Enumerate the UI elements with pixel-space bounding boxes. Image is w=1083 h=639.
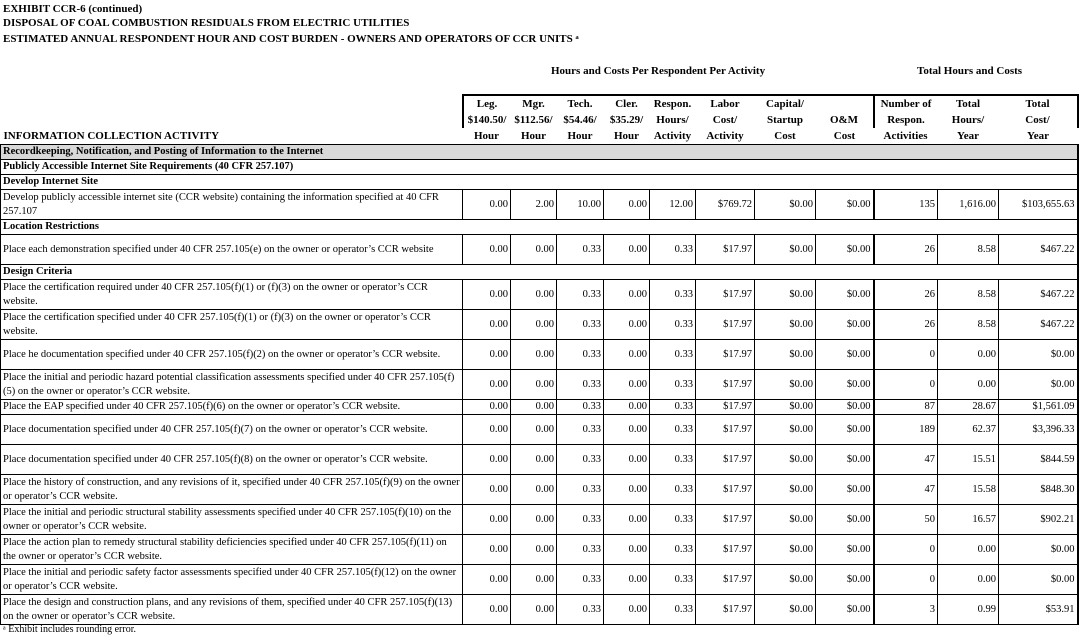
value-cell: $0.00: [999, 340, 1078, 370]
value-cell: 0.00: [604, 310, 650, 340]
column-header: O&M: [829, 114, 859, 126]
value-cell: 0.00: [511, 505, 557, 535]
value-cell: $0.00: [755, 400, 816, 415]
subsection-row: [1, 160, 1078, 175]
value-cell: 3: [874, 595, 938, 625]
value-cell: $1,561.09: [999, 400, 1078, 415]
activity-cell: Place the certification required under 40 CFR 257.105(f)(1) or (f)(3) on the owner or operator’s CCR website.: [1, 280, 463, 310]
value-cell: 12.00: [650, 190, 696, 220]
value-cell: 0: [874, 565, 938, 595]
value-cell: 15.58: [938, 475, 999, 505]
value-cell: $467.22: [999, 235, 1078, 265]
value-cell: $17.97: [696, 595, 755, 625]
value-cell: 0.33: [650, 370, 696, 400]
value-cell: 0.33: [557, 445, 604, 475]
column-header: Hour: [567, 130, 593, 142]
value-cell: 10.00: [557, 190, 604, 220]
value-cell: 0.33: [650, 235, 696, 265]
value-cell: 0.00: [938, 340, 999, 370]
value-cell: $0.00: [816, 190, 874, 220]
value-cell: $844.59: [999, 445, 1078, 475]
value-cell: $0.00: [816, 445, 874, 475]
value-cell: 0.33: [650, 280, 696, 310]
value-cell: 0.33: [557, 475, 604, 505]
value-cell: $467.22: [999, 310, 1078, 340]
value-cell: 2.00: [511, 190, 557, 220]
value-cell: $848.30: [999, 475, 1078, 505]
value-cell: $0.00: [999, 565, 1078, 595]
value-cell: 16.57: [938, 505, 999, 535]
value-cell: $17.97: [696, 505, 755, 535]
document-title: DISPOSAL OF COAL COMBUSTION RESIDUALS FROM ELECTRIC UTILITIES: [3, 17, 410, 29]
section-row: [1, 145, 1078, 160]
value-cell: $17.97: [696, 280, 755, 310]
value-cell: 15.51: [938, 445, 999, 475]
value-cell: $0.00: [816, 415, 874, 445]
value-cell: 0.00: [463, 310, 511, 340]
group-header-per-activity: Hours and Costs Per Respondent Per Activity: [551, 65, 766, 77]
table-row: [1, 280, 1078, 310]
value-cell: 0.00: [511, 370, 557, 400]
table-row: [1, 340, 1078, 370]
value-cell: $0.00: [755, 475, 816, 505]
value-cell: $467.22: [999, 280, 1078, 310]
column-header: Activity: [653, 130, 692, 142]
value-cell: 8.58: [938, 235, 999, 265]
value-cell: 0.33: [650, 595, 696, 625]
value-cell: 0.00: [604, 415, 650, 445]
value-cell: $0.00: [816, 505, 874, 535]
value-cell: 0: [874, 535, 938, 565]
value-cell: 0.33: [650, 565, 696, 595]
column-header: Respon.: [874, 112, 938, 128]
value-cell: 0.00: [604, 400, 650, 415]
value-cell: 50: [874, 505, 938, 535]
activity-cell: Place the action plan to remedy structural stability deficiencies specified under 40 CFR 257.105(f)(11) on the owner or operator’s CCR website.: [1, 535, 463, 565]
value-cell: 0: [874, 340, 938, 370]
column-header: Year: [1027, 130, 1049, 142]
table-row: [1, 505, 1078, 535]
column-header-activity: [1, 95, 463, 112]
value-cell: $0.00: [816, 370, 874, 400]
value-cell: 0.00: [463, 595, 511, 625]
value-cell: $0.00: [816, 535, 874, 565]
value-cell: 0.00: [463, 190, 511, 220]
value-cell: 87: [874, 400, 938, 415]
value-cell: 0.00: [463, 535, 511, 565]
column-header: Labor: [696, 95, 755, 112]
value-cell: 0.33: [557, 340, 604, 370]
value-cell: 0.33: [650, 340, 696, 370]
activity-cell: Place the initial and periodic structural stability assessments specified under 40 CFR 257.105(f)(10) on the owner or operator’s CCR website.: [1, 505, 463, 535]
value-cell: 0.99: [938, 595, 999, 625]
activity-cell: Place the history of construction, and any revisions of it, specified under 40 CFR 257.105(f)(9) on the owner or operator’s CCR website.: [1, 475, 463, 505]
value-cell: $902.21: [999, 505, 1078, 535]
value-cell: $17.97: [696, 535, 755, 565]
value-cell: 0.00: [463, 505, 511, 535]
value-cell: 0.00: [604, 235, 650, 265]
column-header: Cost: [833, 130, 856, 142]
activity-cell: Publicly Accessible Internet Site Requirements (40 CFR 257.107): [1, 160, 1078, 175]
table-row: [1, 415, 1078, 445]
value-cell: 8.58: [938, 280, 999, 310]
value-cell: 0.33: [557, 235, 604, 265]
subsection-row: [1, 220, 1078, 235]
value-cell: 0.33: [557, 370, 604, 400]
value-cell: $0.00: [816, 340, 874, 370]
value-cell: 0.00: [511, 235, 557, 265]
value-cell: $0.00: [755, 370, 816, 400]
table-row: [1, 310, 1078, 340]
value-cell: 0.00: [604, 565, 650, 595]
value-cell: 0.00: [511, 535, 557, 565]
value-cell: $0.00: [755, 310, 816, 340]
activity-cell: Place documentation specified under 40 CFR 257.105(f)(7) on the owner or operator’s CCR website.: [1, 415, 463, 445]
value-cell: $17.97: [696, 370, 755, 400]
activity-cell: Place the certification specified under 40 CFR 257.105(f)(1) or (f)(3) on the owner or operator’s CCR website.: [1, 310, 463, 340]
value-cell: $17.97: [696, 565, 755, 595]
value-cell: 0.33: [557, 595, 604, 625]
column-header: $35.29/: [609, 114, 644, 126]
value-cell: 0.33: [650, 415, 696, 445]
value-cell: 0.00: [511, 400, 557, 415]
value-cell: 0.00: [463, 400, 511, 415]
value-cell: $0.00: [755, 190, 816, 220]
value-cell: 0.00: [463, 370, 511, 400]
value-cell: $0.00: [999, 370, 1078, 400]
column-header: Total: [938, 95, 999, 112]
value-cell: $0.00: [755, 340, 816, 370]
table-row: [1, 400, 1078, 415]
value-cell: 0.00: [463, 340, 511, 370]
value-cell: 0.00: [604, 505, 650, 535]
column-header: Cost: [774, 130, 796, 142]
column-header: Number of: [874, 95, 938, 112]
burden-table: [0, 94, 1079, 625]
value-cell: $17.97: [696, 340, 755, 370]
value-cell: 26: [874, 310, 938, 340]
value-cell: $3,396.33: [999, 415, 1078, 445]
value-cell: 0.00: [463, 445, 511, 475]
value-cell: 0.00: [604, 445, 650, 475]
value-cell: $17.97: [696, 235, 755, 265]
value-cell: 62.37: [938, 415, 999, 445]
value-cell: 0.00: [511, 565, 557, 595]
table-row: [1, 535, 1078, 565]
header-row: [1, 112, 1078, 128]
activity-cell: Place each demonstration specified under 40 CFR 257.105(e) on the owner or operator’s CCR website: [1, 235, 463, 265]
exhibit-label: EXHIBIT CCR-6 (continued): [3, 3, 143, 15]
column-header-activity: [1, 112, 463, 128]
value-cell: $0.00: [816, 280, 874, 310]
column-header: Capital/: [755, 95, 816, 112]
table-row: [1, 595, 1078, 625]
value-cell: 0.00: [604, 340, 650, 370]
value-cell: 0.33: [650, 445, 696, 475]
document-subtitle: ESTIMATED ANNUAL RESPONDENT HOUR AND COST BURDEN - OWNERS AND OPERATORS OF CCR UNITS ᵃ: [3, 33, 579, 45]
value-cell: 189: [874, 415, 938, 445]
subsection-row: [1, 175, 1078, 190]
value-cell: 0.00: [938, 565, 999, 595]
value-cell: $17.97: [696, 415, 755, 445]
group-header-totals: Total Hours and Costs: [917, 65, 1023, 77]
activity-cell: Place documentation specified under 40 CFR 257.105(f)(8) on the owner or operator’s CCR website.: [1, 445, 463, 475]
table-row: [1, 190, 1078, 220]
value-cell: 0.33: [650, 475, 696, 505]
table-row: [1, 565, 1078, 595]
column-header: Respon.: [650, 95, 696, 112]
value-cell: $0.00: [755, 535, 816, 565]
value-cell: $0.00: [755, 505, 816, 535]
activity-cell: Place he documentation specified under 40 CFR 257.105(f)(2) on the owner or operator’s CCR website.: [1, 340, 463, 370]
value-cell: 0.33: [650, 400, 696, 415]
value-cell: 1,616.00: [938, 190, 999, 220]
table-row: [1, 445, 1078, 475]
subsection-row: [1, 265, 1078, 280]
column-header: Activity: [706, 130, 744, 142]
value-cell: 0.00: [511, 340, 557, 370]
table-row: [1, 235, 1078, 265]
value-cell: 0.00: [938, 370, 999, 400]
column-header: Hours/: [951, 114, 985, 126]
value-cell: 26: [874, 280, 938, 310]
column-header: Tech.: [557, 95, 604, 112]
value-cell: 0.33: [650, 310, 696, 340]
activity-cell: Develop publicly accessible internet site (CCR website) containing the information specified at 40 CFR 257.107: [1, 190, 463, 220]
value-cell: 47: [874, 475, 938, 505]
value-cell: $0.00: [755, 280, 816, 310]
value-cell: $0.00: [816, 400, 874, 415]
value-cell: $103,655.63: [999, 190, 1078, 220]
header-row: [1, 95, 1078, 112]
value-cell: $0.00: [816, 235, 874, 265]
header-row: [1, 128, 1078, 145]
value-cell: 0.33: [557, 400, 604, 415]
value-cell: $0.00: [755, 445, 816, 475]
value-cell: 0.33: [557, 415, 604, 445]
footnote: ᵃ Exhibit includes rounding error.: [3, 624, 136, 635]
value-cell: 0.00: [604, 280, 650, 310]
value-cell: 0.00: [604, 190, 650, 220]
value-cell: 0.00: [511, 415, 557, 445]
value-cell: 0.33: [557, 310, 604, 340]
column-header: Year: [957, 130, 979, 142]
column-header: $112.56/: [514, 114, 553, 126]
column-header: [816, 95, 874, 112]
value-cell: $53.91: [999, 595, 1078, 625]
value-cell: $17.97: [696, 475, 755, 505]
value-cell: 0.00: [463, 475, 511, 505]
activity-cell: Place the design and construction plans, and any revisions of them, specified under 40 CFR 257.105(f)(13) on the owner or operator’s CCR website.: [1, 595, 463, 625]
value-cell: $769.72: [696, 190, 755, 220]
column-header: Hour: [613, 130, 640, 142]
value-cell: 0.00: [463, 235, 511, 265]
value-cell: $17.97: [696, 445, 755, 475]
column-header: Mgr.: [511, 95, 557, 112]
value-cell: $0.00: [816, 595, 874, 625]
table-row: [1, 475, 1078, 505]
value-cell: 0.00: [511, 280, 557, 310]
value-cell: $0.00: [816, 310, 874, 340]
value-cell: 0.00: [463, 565, 511, 595]
column-header: $140.50/: [463, 112, 511, 128]
value-cell: 0.00: [511, 475, 557, 505]
value-cell: $0.00: [755, 595, 816, 625]
value-cell: 0.00: [604, 475, 650, 505]
value-cell: 135: [874, 190, 938, 220]
table-row: [1, 370, 1078, 400]
activity-cell: Develop Internet Site: [1, 175, 1078, 190]
value-cell: 0.00: [463, 415, 511, 445]
value-cell: 28.67: [938, 400, 999, 415]
value-cell: 47: [874, 445, 938, 475]
value-cell: 0.33: [557, 280, 604, 310]
value-cell: $17.97: [696, 400, 755, 415]
activity-cell: Recordkeeping, Notification, and Posting of Information to the Internet: [1, 145, 1078, 160]
value-cell: $0.00: [755, 235, 816, 265]
column-header: Cler.: [604, 95, 650, 112]
value-cell: $0.00: [816, 475, 874, 505]
activity-cell: Location Restrictions: [1, 220, 1078, 235]
value-cell: 8.58: [938, 310, 999, 340]
activity-cell: Place the initial and periodic hazard potential classification assessments specified under 40 CFR 257.105(f)(5) on the owner or operator’s CCR website.: [1, 370, 463, 400]
value-cell: 0: [874, 370, 938, 400]
column-header: Startup: [766, 114, 804, 126]
value-cell: 0.00: [604, 595, 650, 625]
value-cell: 26: [874, 235, 938, 265]
column-header: Hours/: [656, 114, 689, 126]
column-header-activity: INFORMATION COLLECTION ACTIVITY: [3, 130, 220, 142]
value-cell: $0.00: [755, 415, 816, 445]
value-cell: $17.97: [696, 310, 755, 340]
value-cell: 0.33: [557, 505, 604, 535]
value-cell: 0.33: [557, 535, 604, 565]
value-cell: 0.33: [650, 535, 696, 565]
column-header: $54.46/: [563, 114, 597, 126]
value-cell: 0.00: [604, 370, 650, 400]
value-cell: $0.00: [755, 565, 816, 595]
value-cell: 0.00: [604, 535, 650, 565]
value-cell: 0.00: [511, 310, 557, 340]
value-cell: 0.00: [938, 535, 999, 565]
column-header: Cost/: [712, 114, 738, 126]
value-cell: $0.00: [999, 535, 1078, 565]
column-header: Total: [999, 95, 1078, 112]
value-cell: 0.33: [557, 565, 604, 595]
value-cell: 0.33: [650, 505, 696, 535]
activity-cell: Design Criteria: [1, 265, 1078, 280]
value-cell: $0.00: [816, 565, 874, 595]
column-header: Hour: [473, 130, 500, 142]
activity-cell: Place the initial and periodic safety factor assessments specified under 40 CFR 257.105(f)(12) on the owner or operator’s CCR website.: [1, 565, 463, 595]
value-cell: 0.00: [511, 445, 557, 475]
activity-cell: Place the EAP specified under 40 CFR 257.105(f)(6) on the owner or operator’s CCR website.: [1, 400, 463, 415]
value-cell: 0.00: [463, 280, 511, 310]
column-header: Activities: [883, 130, 928, 142]
column-header: Hour: [520, 130, 547, 142]
column-header: Leg.: [463, 95, 511, 112]
value-cell: 0.00: [511, 595, 557, 625]
column-header: Cost/: [999, 112, 1078, 128]
